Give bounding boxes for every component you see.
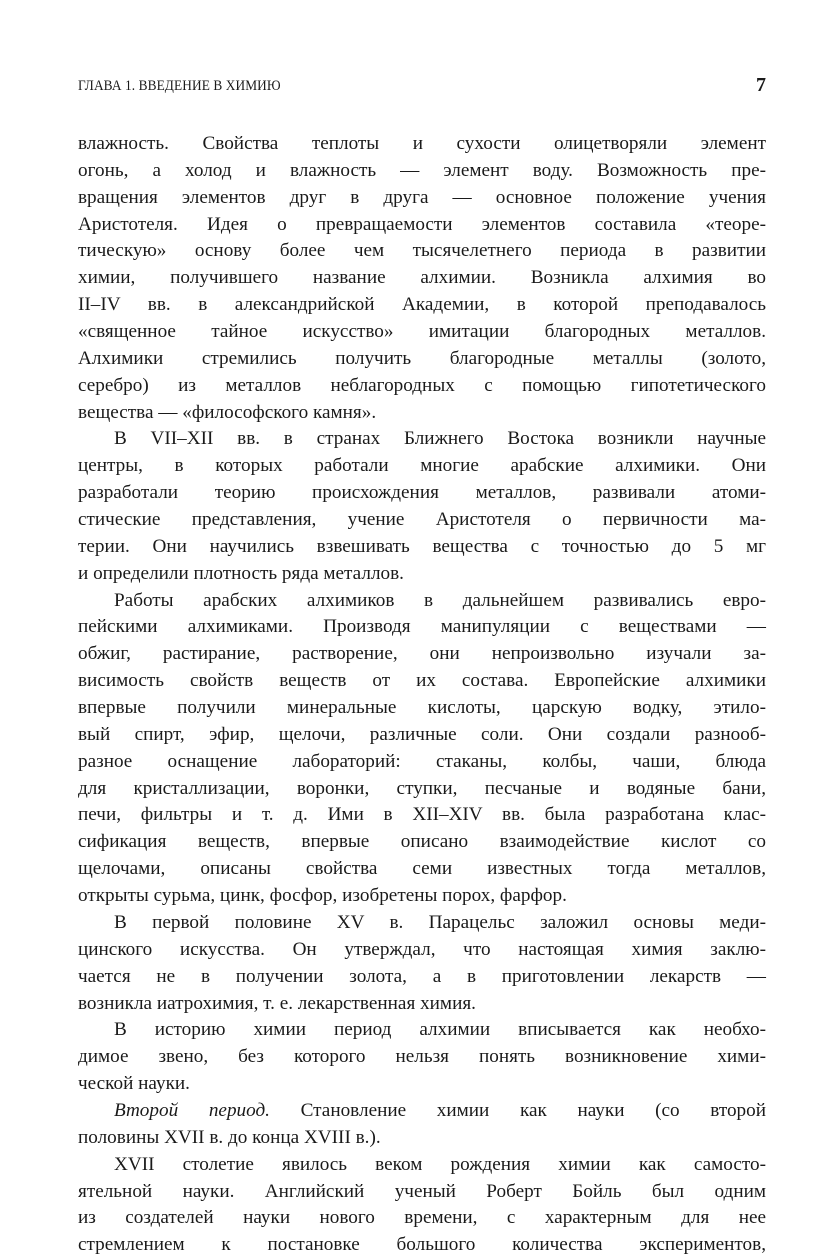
line-text: влажность. Свойства теплоты и сухости олицетворяли элемент <box>78 133 766 154</box>
text-line <box>78 453 766 480</box>
text-line <box>78 722 766 749</box>
text-line <box>78 400 766 427</box>
page-number: 7 <box>756 74 766 96</box>
text-line <box>78 829 766 856</box>
line-text: В первой половине XV в. Парацельс заложил основы меди- <box>114 911 766 933</box>
text-line <box>78 1017 766 1044</box>
line-text: сификация веществ, впервые описано взаимодействие кислот со <box>78 831 766 853</box>
text-line <box>78 588 766 615</box>
text-line <box>78 964 766 991</box>
line-text: ческой науки. <box>78 1073 190 1095</box>
text-line <box>78 212 766 239</box>
text-line <box>78 238 766 265</box>
paragraph <box>78 1017 766 1098</box>
line-text: возникла иатрохимия, т. е. лекарственная химия. <box>78 992 476 1014</box>
paragraph <box>78 426 766 587</box>
text-line <box>78 1232 766 1259</box>
text-line <box>78 319 766 346</box>
line-text: димое звено, без которого нельзя понять возникновение хими- <box>78 1046 766 1068</box>
chapter-title: ГЛАВА 1. ВВЕДЕНИЕ В ХИМИЮ <box>78 78 281 94</box>
line-text: половины XVII в. до конца XVIII в.). <box>78 1126 381 1148</box>
line-text: и определили плотность ряда металлов. <box>78 562 404 584</box>
text-line <box>78 614 766 641</box>
text-line <box>78 534 766 561</box>
line-text: впервые получили минеральные кислоты, царскую водку, этило- <box>78 697 766 719</box>
text-line <box>78 507 766 534</box>
line-text: пейскими алхимиками. Производя манипуляции с веществами — <box>78 616 766 638</box>
body-text <box>78 131 766 1259</box>
text-line <box>78 346 766 373</box>
text-line <box>78 910 766 937</box>
text-line <box>78 1205 766 1232</box>
line-text: щелочами, описаны свойства семи известных тогда металлов, <box>78 858 766 880</box>
text-line <box>78 426 766 453</box>
line-text: В VII–XII вв. в странах Ближнего Востока возникли научные <box>114 428 766 450</box>
line-text: терии. Они научились взвешивать вещества с точностью до 5 мг <box>78 535 766 557</box>
text-line <box>78 480 766 507</box>
text-line <box>78 776 766 803</box>
text-line <box>78 695 766 722</box>
running-head <box>78 74 766 98</box>
text-line <box>78 292 766 319</box>
line-text: ятельной науки. Английский ученый Роберт Бойль был одним <box>78 1180 766 1202</box>
paragraph <box>78 910 766 1017</box>
text-line <box>78 937 766 964</box>
line-text: Работы арабских алхимиков в дальнейшем развивались евро- <box>114 589 766 611</box>
line-text: II–IV вв. в александрийской Академии, в которой преподавалось <box>78 294 766 316</box>
line-text: серебро) из металлов неблагородных с помощью гипотетического <box>78 374 766 396</box>
line-text: Алхимики стремились получить благородные металлы (золото, <box>78 347 766 369</box>
line-text: обжиг, растирание, растворение, они непроизвольно изучали за- <box>78 643 766 665</box>
line-text: Аристотеля. Идея о превращаемости элементов составила «теоре- <box>78 213 766 235</box>
text-line <box>78 265 766 292</box>
text-line <box>78 1125 766 1152</box>
line-text: висимость свойств веществ от их состава. Европейские алхимики <box>78 670 766 692</box>
text-line <box>78 561 766 588</box>
line-text: стические представления, учение Аристотеля о первичности ма- <box>78 509 766 531</box>
line-text: центры, в которых работали многие арабские алхимики. Они <box>78 455 766 477</box>
line-text: стремлением к постановке большого количества экспериментов, <box>78 1234 766 1256</box>
line-text: для кристаллизации, воронки, ступки, песчаные и водяные бани, <box>78 777 766 799</box>
line-text: В историю химии период алхимии вписывается как необхо- <box>114 1019 766 1041</box>
line-text: разработали теорию происхождения металлов, развивали атоми- <box>78 482 766 504</box>
line-text: химии, получившего название алхимии. Возникла алхимия во <box>78 267 766 289</box>
line-text: вращения элементов друг в друга — основное положение учения <box>78 186 766 208</box>
line-text: чается не в получении золота, а в приготовлении лекарств — <box>78 965 766 987</box>
line-text: огонь, а холод и влажность — элемент воду. Возможность пре- <box>78 159 766 181</box>
line-text: разное оснащение лабораторий: стаканы, колбы, чаши, блюда <box>78 750 766 772</box>
paragraph <box>78 1152 766 1259</box>
text-line <box>78 802 766 829</box>
text-line <box>78 158 766 185</box>
text-line <box>78 1044 766 1071</box>
text-line <box>78 1098 766 1125</box>
line-text: печи, фильтры и т. д. Ими в XII–XIV вв. была разработана клас- <box>78 804 766 826</box>
line-text: тическую» основу более чем тысячелетнего периода в развитии <box>78 240 766 262</box>
line-text: XVII столетие явилось веком рождения химии как самосто- <box>114 1153 766 1175</box>
text-line <box>78 373 766 400</box>
line-text: открыты сурьма, цинк, фосфор, изобретены порох, фарфор. <box>78 885 567 907</box>
text-line <box>78 1179 766 1206</box>
text-line <box>78 131 766 158</box>
line-text: вый спирт, эфир, щелочи, различные соли. Они создали разнооб- <box>78 723 766 745</box>
text-line <box>78 185 766 212</box>
italic-lead: Второй период. <box>114 1099 270 1121</box>
text-line <box>78 991 766 1018</box>
line-text: из создателей науки нового времени, с характерным для нее <box>78 1207 766 1229</box>
line-text: цинского искусства. Он утверждал, что настоящая химия заклю- <box>78 938 766 960</box>
paragraph <box>78 588 766 910</box>
line-text: вещества — «философского камня». <box>78 401 377 423</box>
text-line <box>78 1071 766 1098</box>
line-text: Становление химии как науки (со второй <box>300 1099 767 1121</box>
paragraph <box>78 131 766 426</box>
paragraph <box>78 1098 766 1152</box>
text-line <box>78 883 766 910</box>
text-line <box>78 641 766 668</box>
line-text: «священное тайное искусство» имитации благородных металлов. <box>78 321 766 343</box>
text-line <box>78 1152 766 1179</box>
text-line <box>78 856 766 883</box>
text-line <box>78 749 766 776</box>
text-line <box>78 668 766 695</box>
